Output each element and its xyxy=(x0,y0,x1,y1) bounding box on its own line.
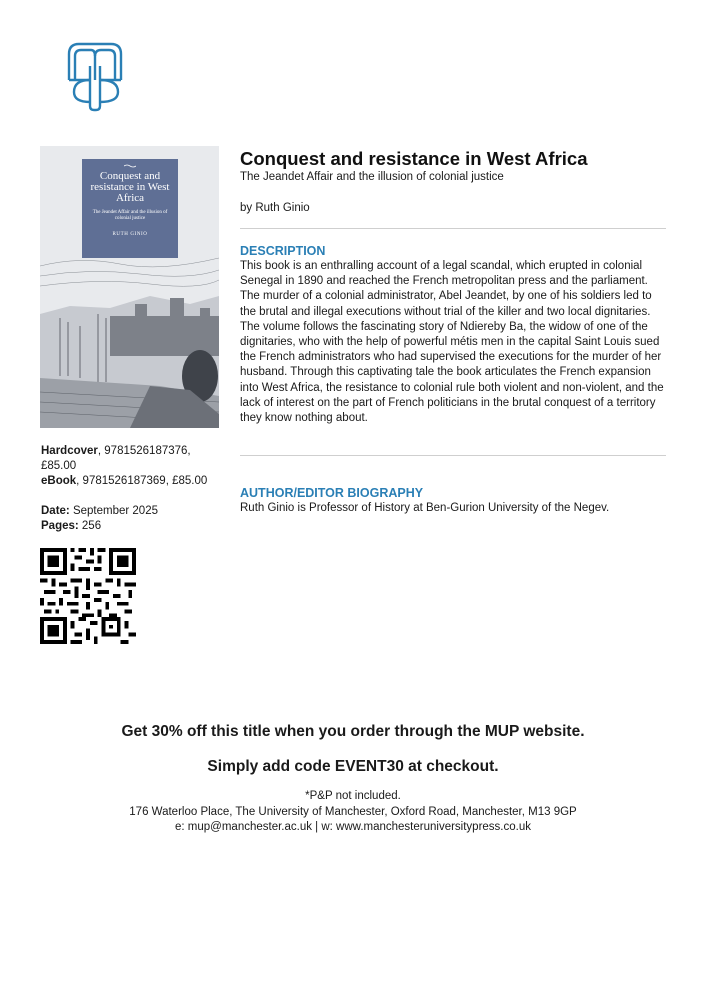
book-cover xyxy=(40,146,219,428)
book-info xyxy=(240,148,666,516)
contact-info: e: mup@manchester.ac.uk | w: www.manchesteruniversitypress.co.uk xyxy=(175,821,531,833)
cover-title-panel xyxy=(82,159,178,258)
cover-author: RUTH GINIO xyxy=(112,232,148,237)
format-label: eBook xyxy=(41,475,77,487)
ornament-icon xyxy=(124,164,136,168)
book-meta xyxy=(41,444,226,534)
discount-offer: Get 30% off this title when you order through the MUP website. xyxy=(121,723,585,740)
cover-subtitle: The Jeandet Affair and the illusion of colonial justice xyxy=(92,210,168,221)
publication-date xyxy=(41,504,226,519)
format-ebook xyxy=(41,474,226,489)
book-subtitle: The Jeandet Affair and the illusion of colonial justice xyxy=(240,171,504,183)
date-label: Date: xyxy=(41,505,70,517)
description-heading: DESCRIPTION xyxy=(240,244,326,258)
format-hardcover xyxy=(41,444,226,474)
pp-note: *P&P not included. xyxy=(305,790,401,802)
footer xyxy=(0,789,706,836)
book-title: Conquest and resistance in West Africa xyxy=(240,148,588,169)
description-text: This book is an enthralling account of a legal scandal, which erupted in colonial Senegal in 1890 and reached the French metropolitan press and the parliament. The murder of a colonial administrator, Abel Jeandet, by one of his soldiers led to the brutal and illegal executions without trial of the killer and two local dignitaries. The volume follows the fascinating story of Ndiereby Ba, the widow of one of the dignitaries, who with the help of powerful métis men in the capital Saint Louis sued the French administrators who had supervised the executions for the murder of her husband. Through this captivating tale the book articulates the French expansion into West Africa, the resistance to colonial rule both violent and non-violent, and the lack of interest on the part of French politicians in the brutal conquest of a territory they know nothing about. xyxy=(240,260,664,425)
discount-code: Simply add code EVENT30 at checkout. xyxy=(207,758,499,775)
divider xyxy=(240,228,666,229)
mup-logo-icon xyxy=(66,40,124,112)
format-detail: , 9781526187369, £85.00 xyxy=(76,475,208,487)
biography-heading: AUTHOR/EDITOR BIOGRAPHY xyxy=(240,486,424,501)
qr-code-icon[interactable] xyxy=(40,548,136,644)
cover-title: Conquest and resistance in West Africa xyxy=(90,170,170,204)
format-detail: , 9781526187376, £85.00 xyxy=(41,445,191,472)
pages-label: Pages: xyxy=(41,520,79,532)
divider xyxy=(240,455,666,456)
biography-text: Ruth Ginio is Professor of History at Ben-Gurion University of the Negev. xyxy=(240,502,610,515)
book-byline: by Ruth Ginio xyxy=(240,202,310,214)
page-count xyxy=(41,519,226,534)
publisher-address: 176 Waterloo Place, The University of Manchester, Oxford Road, Manchester, M13 9GP xyxy=(129,805,577,818)
format-label: Hardcover xyxy=(41,445,98,457)
date-value: September 2025 xyxy=(69,505,158,517)
pages-value: 256 xyxy=(78,520,102,532)
